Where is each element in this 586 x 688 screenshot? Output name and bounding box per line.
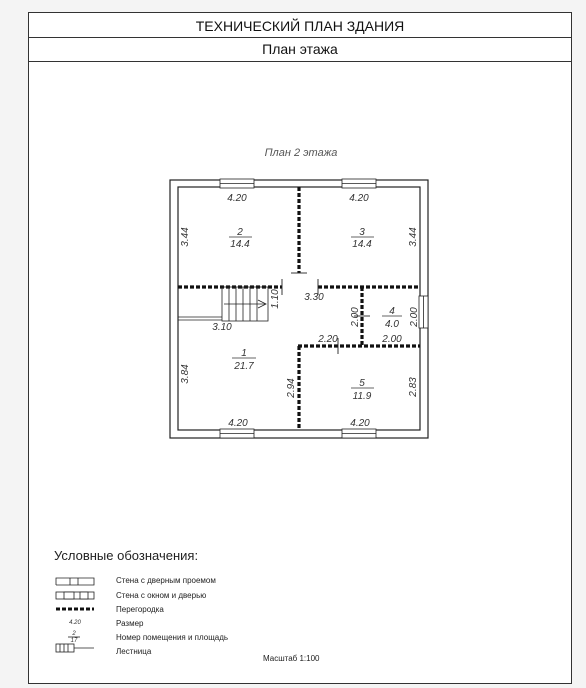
dim-stair-width: 1.10 xyxy=(270,289,281,309)
plan-caption: План 2 этажа xyxy=(264,147,338,159)
room-number-icon xyxy=(68,631,80,644)
legend-item-room-number: Номер помещения и площадь xyxy=(116,633,229,642)
partitions xyxy=(178,187,420,430)
dim-room3-top: 4.20 xyxy=(349,193,369,204)
legend-item-dimension: Размер xyxy=(116,619,144,628)
dim-room1-right: 2.94 xyxy=(286,378,297,398)
svg-text:4.20: 4.20 xyxy=(69,620,81,626)
room-area: 14.4 xyxy=(230,239,250,250)
legend-symbols xyxy=(56,578,94,652)
room-area: 4.0 xyxy=(385,319,399,330)
dim-stair-length: 3.10 xyxy=(212,322,232,333)
svg-text:17: 17 xyxy=(70,638,78,644)
scale-label: Масштаб 1:100 xyxy=(263,654,320,663)
room-label-1 xyxy=(232,348,256,372)
stair-drawing xyxy=(178,287,268,321)
dim-room4-left: 2.00 xyxy=(350,307,361,327)
dim-room5-bottom: 4.20 xyxy=(350,418,370,429)
wall-window-icon xyxy=(56,592,94,599)
document-title: ТЕХНИЧЕСКИЙ ПЛАН ЗДАНИЯ xyxy=(29,13,571,38)
dim-room2-left: 3.44 xyxy=(180,227,191,247)
room-area: 11.9 xyxy=(352,391,372,402)
dim-room3-right: 3.44 xyxy=(408,227,419,247)
dim-room4-bottom: 2.00 xyxy=(382,334,402,345)
windows xyxy=(220,179,428,438)
dimension-icon xyxy=(69,620,81,626)
wall-door-icon xyxy=(56,578,94,585)
legend-item-partition: Перегородка xyxy=(116,605,164,614)
room-label-3 xyxy=(351,227,374,250)
dim-room2-top: 4.20 xyxy=(227,193,247,204)
room-label-5 xyxy=(351,378,374,402)
room-number: 5 xyxy=(359,378,365,389)
dim-room4-right: 2.00 xyxy=(409,307,420,327)
legend-item-wall-door: Стена с дверным проемом xyxy=(116,576,216,585)
room-number: 2 xyxy=(237,227,243,238)
document-subtitle: План этажа xyxy=(29,37,571,62)
legend-title: Условные обозначения: xyxy=(54,548,199,563)
room-label-4 xyxy=(382,306,402,330)
room-area: 14.4 xyxy=(352,239,372,250)
stair-icon xyxy=(56,644,94,652)
legend-item-stair: Лестница xyxy=(116,647,152,656)
legend-item-wall-window: Стена с окном и дверью xyxy=(116,591,207,600)
room-number: 1 xyxy=(241,348,247,359)
room-area: 21.7 xyxy=(234,361,254,372)
room-number: 3 xyxy=(359,227,365,238)
dim-room5-right: 2.83 xyxy=(408,377,419,397)
dim-corridor-short: 2.20 xyxy=(318,334,338,345)
dim-room1-left: 3.84 xyxy=(180,364,191,384)
dim-room1-bottom: 4.20 xyxy=(228,418,248,429)
dim-corridor: 3.30 xyxy=(304,292,324,303)
room-label-2 xyxy=(229,227,252,250)
room-number: 4 xyxy=(389,306,395,317)
svg-text:2: 2 xyxy=(72,631,76,637)
